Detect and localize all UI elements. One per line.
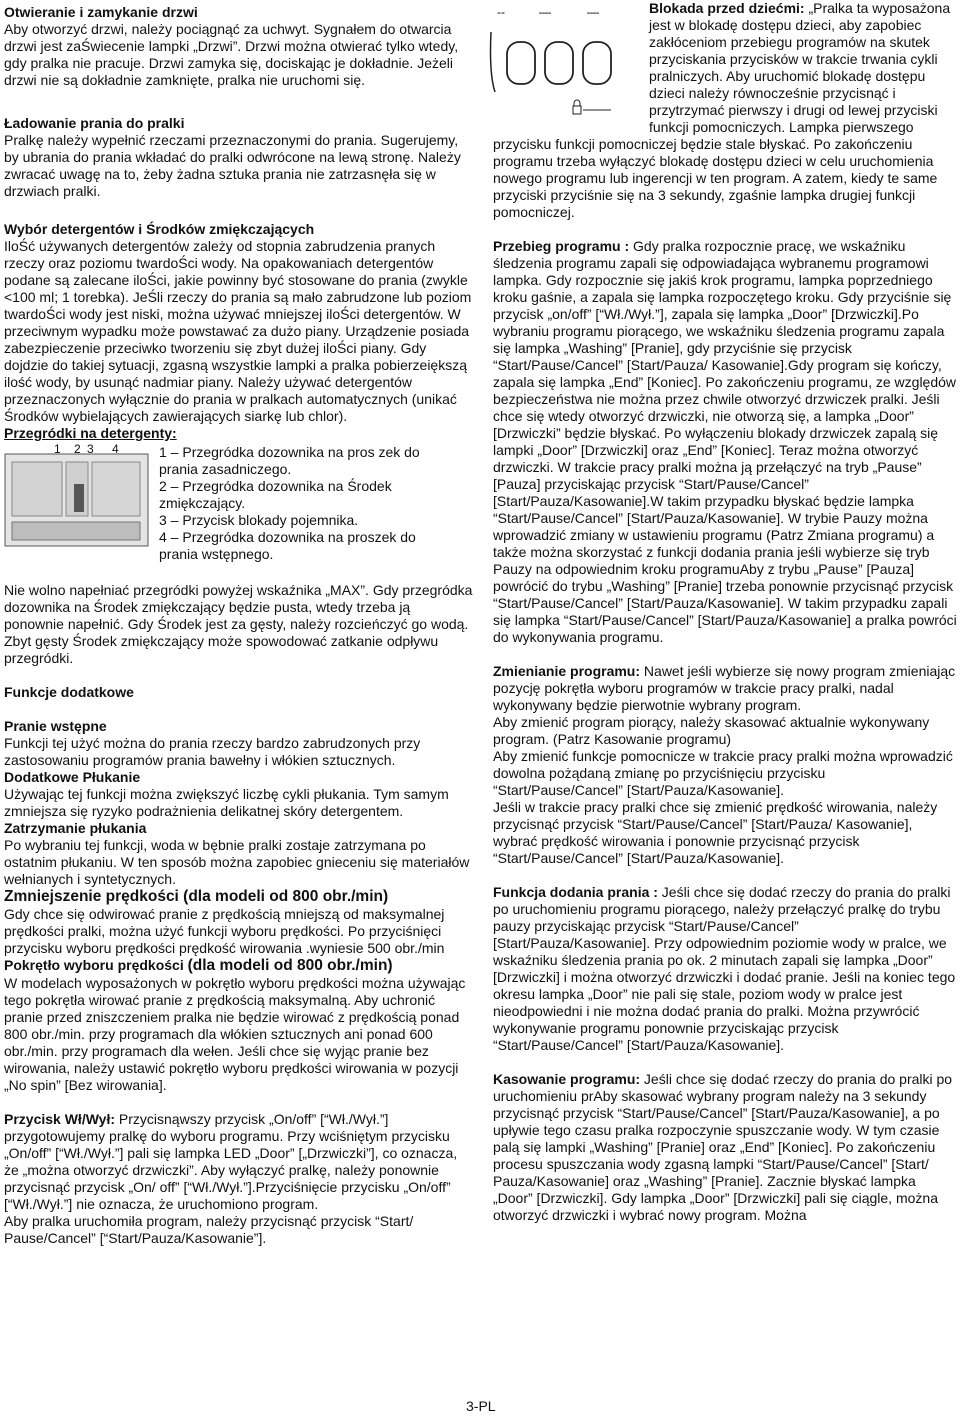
section-title-speed-knob [4,957,474,975]
section-body-loading: Pralkę należy wypełnić rzeczami przeznaczonymi do prania. Sugerujemy, by ubrania do prania wkładać do pralki odwrócone na lewą stronę. Należy zwracać uwagę na to, żeby żadna sztuka prania nie zatrzasnęła się w drzwiach pralki. [4,132,461,199]
section-title-rinse-hold: Zatrzymanie płukania [4,820,147,836]
compartment-item: 3 – Przycisk blokady pojemnika. [159,512,359,528]
left-column [4,0,474,1247]
section-title-prewash: Pranie wstępne [4,718,107,734]
section-body-speed-knob: W modelach wyposażonych w pokrętło wyboru prędkości można używając tego pokrętła wirować pranie z prędkością maksymalną. Aby uchronić pranie przed zniszczeniem pralka nie będzie wirować z prędkością ponad 800 obr./min. przy programach dla włókien sztucznych ani ponad 600 obr./min. przy programach dla wełen. Jeśli chce się wyjąc pranie bez wirowania, należy ustawić pokrętło wyboru prędkości wirowania w pozycji „No spin” [Bez wirowania]. [4,975,466,1093]
onoff-body: Przycisnąwszy przycisk „On/off” [“Wł./Wył.”] przygotowujemy pralkę do wyboru programu. Przy wciśniętym przycisku „On/off” [“Wł./Wył.”] pali się lampka LED „Door” [„Drzwiczki”], co oznacza, że „można otworzyć drzwiczki”. Aby wyłączyć pralkę, należy ponownie przycisnąć przycisk „On/ off” [“Wł./Wył.”].Przyciśnięcie przycisku „On/off” [“Wł./Wył.”] nie oznacza, że uruchomiono program. [4,1111,458,1212]
lock-fig-label: — [539,5,551,19]
speed-knob-title-a: Pokrętło wyboru prędkości [4,957,188,973]
add-laundry-title: Funkcja dodania prania : [493,884,658,900]
add-laundry-body: Jeśli chce się dodać rzeczy do prania do pralki po uruchomieniu programu piorącego, należy przełączyć pralkę do trybu pauzy przyciskając przycisk “Start/Pause/Cancel” [Start/Pauza/Kasowanie]. Przy odpowiednim poziomie wody w pralce, we wskaźniku śledzenia prania po ok. 2 minutach zapali się lampka „Door” [Drzwiczki] i można otworzyć drzwiczki i dodać pranie. Jeśli na koniec tego okresu lampka „Door” nie pali się stale, poziom wody w pralce jest nieodpowiedni i nie można dodać prania do pralki. Można przywrócić wykonywanie programu ponownie przyciskając przycisk “Start/Pause/Cancel” [Start/Pauza/Kasowanie]. [493,884,956,1053]
page-number: 3-PL [466,1398,496,1414]
cancel-program-title: Kasowanie programu: [493,1071,641,1087]
fig-label-3: 3 [87,442,94,456]
change-program-title: Zmienianie programu: [493,663,641,679]
section-change-program [493,663,957,714]
change-program-body2: Aby zmienić program piorący, należy skasować aktualnie wykonywany program. (Patrz Kasowanie programu) [493,714,930,747]
compartment-item: 1 – Przegródka dozownika na pros zek do prania zasadniczego. [159,444,420,477]
onoff-title: Przycisk Wł/Wył: [4,1111,116,1127]
section-body-prewash: Funkcji tej użyć można do prania rzeczy bardzo zabrudzonych przy zastosowaniu programów prania bawełny i włókien sztucznych. [4,735,421,768]
fig-label-1: 1 [54,442,61,456]
change-program-body: Nawet jeśli wybierze się nowy program zmieniając pozycję pokrętła wyboru programów w trakcie pracy pralki, nadal wykonywany będzie pierwotnie wybrany program. [493,663,956,713]
child-lock-title-inline: Blokada przed dziećmi: [649,0,805,16]
section-add-laundry [493,884,957,1054]
program-flow-title: Przebieg programu : [493,238,630,254]
section-body-door: Aby otworzyć drzwi, należy pociągnąć za uchwyt. Sygnałem do otwarcia drzwi jest zaŚwiecenie lampki „Drzwi”. Drzwi można otwierać tylko wtedy, gdy pralka nie pracuje. Drzwi zamyka się, dociskając je dokładnie. Jeżeli drzwi nie są dokładnie zamknięte, pralka nie uruchomi się. [4,21,459,88]
dispenser-drawer-illustration [4,444,149,548]
change-program-body3: Aby zmienić funkcje pomocnicze w trakcie pracy pralki można wprowadzić dowolna pożądaną zmianę po przyciśnięciu przycisku “Start/Pause/Cancel” [Start/Pauza/Kasowanie]. [493,748,953,798]
section-body-child-lock: Blokada przed dziećmi: „Pralka ta wyposażona jest w blokadę dostępu dzieci, aby zapobiec zakłóceniom przebiegu programów na skutek przyciskania przycisków w trakcie trwania cykli pralniczych. Aby uruchomić blokadę dostępu dzieci należy równocześnie przycisnąć i przytrzymać pierwszy i drugi od lewej przyciski funkcji pomocniczych. Lampka pierwszego przycisku funkcji pomocniczej będzie stale błyskać. Po zakończeniu programu trzeba wyłączyć blokadę dostępu dzieci w celu uruchomienia nowego programu lub ingerencji w ten program. A zatem, kiedy te same przyciski przyciśnie się na 3 sekundy, zgaśnie lampka drugiej funkcji pomocniczej. [493,0,951,220]
section-title-detergents: Wybór detergentów i Środków zmiękczających [4,221,315,237]
section-body-rinse-hold: Po wybraniu tej funkcji, woda w bębnie pralki zostaje zatrzymana po ostatnim płukaniu. W ten sposób można zapobiec gnieceniu się materiałów wełnianych i syntetycznych. [4,837,470,887]
section-body-extra-rinse: Używając tej funkcji można zwiększyć liczbę cykli płukania. Tym samym zmniejsza się ryzyko podrażnienia delikatnej skóry detergentem. [4,786,449,819]
section-title-extra-functions: Funkcje dodatkowe [4,684,134,700]
cancel-program-body: Jeśli chce się dodać rzeczy do prania do pralki po uruchomieniu prAby skasować wybrany program należy na 3 sekundy przycisnąć przycisk “Start/Pause/Cancel” [Start/Pauza/Kasowanie], a po upływie tego czasu pralka rozpoczynie spuszczanie wody. W tym czasie palą się lampki „Washing” [Pranie] oraz „End” [Koniec]. Po zakończeniu procesu spuszczania wody zgasną lampki “Start/Pause/Cancel” [Start/ Pauza/Kasowanie] oraz „Washing” [Pranie]. Zacznie błyskać lampka „Door” [Drzwiczki]. Gdy lampka „Door” [Drzwiczki] pali się ciągle, można otworzyć drzwiczki i wybrać nowy program. Można [493,1071,953,1223]
fig-label-2: 2 [74,442,81,456]
section-title-compartments: Przegródki na detergenty: [4,425,177,441]
section-title-extra-rinse: Dodatkowe Płukanie [4,769,141,785]
speed-knob-title-b: (dla modeli od 800 obr./min) [187,957,393,974]
compartment-item: 2 – Przegródka dozownika na Środek zmiękczający. [159,478,392,511]
section-body-detergents: IloŚć używanych detergentów zależy od stopnia zabrudzenia pranych rzeczy oraz poziomu twardoŚci wody. Na opakowaniach detergentów podane są zalecane iloŚci, jakie powinny być stosowane do prania (zwykle <100 ml; 1 torebka). JeŚli rzeczy do prania są mało zabrudzone lub poziom twardoŚci wody jest niski, można używać mniejszej iloŚci detergentów. W przeciwnym wypadku może powstawać za dużo piany. Urządzenie posiada zabezpieczenie przeciwko tworzeniu się zbyt dużej iloŚci piany. Gdy dojdzie do takiej sytuacji, zgasną wszystkie lampki a pralka pobierzeiększą ilość wody, by usunąć nadmiar piany. Należy używać detergentów przeznaczonych wyłącznie do prania w pralkach automatycznych (unikać Środków wybielających zawierających siarkę lub chlor). [4,238,472,424]
lock-fig-label: -- [497,5,505,19]
right-column [493,0,957,1224]
compartment-item: 4 – Przegródka dozownika na proszek do prania wstępnego. [159,529,416,562]
compartments-block [4,442,474,576]
section-title-speed-reduction: Zmniejszenie prędkości (dla modeli od 800 obr./min) [4,888,389,905]
dispenser-figure [4,444,149,548]
fig-label-4: 4 [112,442,119,456]
change-program-body4: Jeśli w trakcie pracy pralki chce się zmienić prędkość wirowania, należy przycisnąć przycisk “Start/Pause/Cancel” [Start/Pauza/ Kasowanie], wybrać prędkość wirowania i ponownie przycisnąć przycisk “Start/Pause/Cancel” [Start/Pauza/Kasowanie]. [493,799,938,866]
max-warning: Nie wolno napełniać przegródki powyżej wskaźnika „MAX”. Gdy przegródka dozownika na Środek zmiękczający będzie pusta, wtedy trzeba ją ponownie napełnić. Gdy Środek jest za gęsty, należy rozcieńczyć go wodą. Zbyt gęsty Środek zmiękczający może spowodować zatkanie odpływu przegródki. [4,582,473,666]
lock-fig-label: — [587,5,599,19]
section-cancel-program [493,1071,957,1224]
section-title-loading: Ładowanie prania do pralki [4,115,185,131]
section-onoff-body2: Aby pralka uruchomiła program, należy przycisnąć przycisk “Start/ Pause/Cancel” [“Start/Pauza/Kasowanie”]. [4,1213,414,1246]
child-lock-panel-illustration [483,2,623,124]
section-onoff [4,1111,474,1213]
program-flow-body: Gdy pralka rozpocznie pracę, we wskaźniku śledzenia programu zapali się odpowiadająca wybranemu programowi lampka. Gdy rozpocznie się jakiś krok programu, lampka poprzedniego kroku gaśnie, a zapala się lampka rozpoczętego kroku. Gdy przyciśnie się przycisk „on/off” [“Wł./Wył.”], zapala się lampka „Door” [Drzwiczki].Po wybraniu programu piorącego, we wskaźniku śledzenia programu zapala się lampka „Washing” [Pranie], gdy przyciśnie się przycisk “Start/Pause/Cancel” [Start/Pauza/ Kasowanie].Gdy program się kończy, zapala się lampka „End” [Koniec]. Po zakończeniu programu, ze względów bezpieczeństwa nie można przez chwile otworzyć drzwiczek pralki. Jeśli chce się wtedy otworzyć drzwiczki, nie otworzą się, a lampka „Door” [Drzwiczki” będzie błyskać. Po wyłączeniu blokady drzwiczek zapalą się lampki „Door” [Drzwiczki] oraz „End” [Koniec]. Teraz można otworzyć drzwiczki. W trakcie pracy pralki można ją przełączyć na tryb „Pause” [Pauza] przyciskając przycisk “Start/Pause/Cancel” [Start/Pauza/Kasowanie].W takim przypadku błyskać będzie lampka “Start/Pause/Cancel” [Start/Pauza/Kasowanie]. W trybie Pauzy można wprowadzić zmiany w ustawieniu programu (Patrz Zmiana programu) a także można skorzystać z funkcji dodania prania jeśli wybierze się tryb Pauzy na odpowiednim kroku programuAby z trybu „Pause” [Pauza] powrócić do trybu „Washing” [Pranie] trzeba ponownie przycisnąć przycisk “Start/Pause/Cancel” [Start/Pauza/Kasowanie]. W takim przypadku zapali się lampka “Start/Pause/Cancel” [Start/Pauza/Kasowanie] a pralka powróci do wykonywania programu. [493,238,957,645]
section-title-door: Otwieranie i zamykanie drzwi [4,4,198,20]
compartments-legend [159,444,429,563]
section-program-flow [493,238,957,646]
section-body-speed-reduction: Gdy chce się odwirować pranie z prędkością mniejszą od maksymalnej prędkości pralki, można użyć funkcji wyboru prędkości. Po przyciśnięci przycisku wyboru prędkości prędkość wirowania .wyniesie 500 obr./min [4,906,445,956]
